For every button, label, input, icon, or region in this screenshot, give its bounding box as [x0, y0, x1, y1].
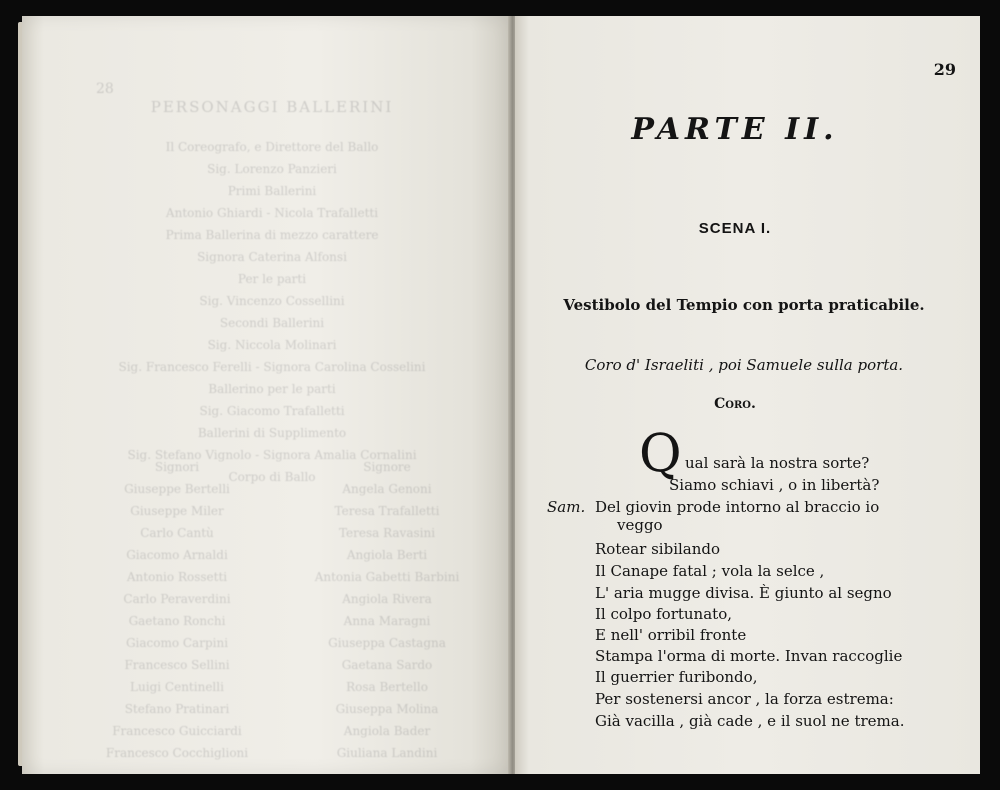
bleed-line: Francesco Guicciardi [112, 724, 242, 738]
scene-setting: Vestibolo del Tempio con porta praticabile. [563, 296, 925, 314]
bleed-line: Luigi Centinelli [130, 680, 224, 694]
right-page [515, 16, 980, 774]
bleed-line: Teresa Ravasini [338, 526, 436, 540]
scene-heading: SCENA I. [698, 220, 772, 237]
drop-cap: Q [639, 424, 682, 484]
verse-line: Già vacilla , già cade , e il suol ne trema. [595, 712, 905, 730]
bleed-line: Giacomo Arnaldi [126, 548, 228, 562]
bleed-line: Anna Maragni [343, 614, 431, 628]
verse-line: L' aria mugge divisa. È giunto al segno [595, 584, 892, 602]
bleed-line: Carlo Peraverdini [123, 592, 231, 606]
bleed-col-right [292, 456, 482, 764]
left-page [22, 16, 510, 774]
bleed-line: Il Coreografo, e Direttore del Ballo [165, 140, 379, 154]
bleed-line: Signore [363, 460, 411, 474]
bleed-page-number: 28 [96, 81, 114, 97]
bleed-line: Per le parti [237, 272, 307, 286]
bleed-line: Antonio Rossetti [126, 570, 228, 584]
bleed-line: Angiola Rivera [342, 592, 432, 606]
bleed-line: Giuseppe Bertelli [124, 482, 230, 496]
bleed-line: Prima Ballerina di mezzo carattere [165, 228, 379, 242]
bleed-line: Primi Ballerini [227, 184, 317, 198]
verse-line: Il guerrier furibondo, [595, 668, 758, 686]
bleed-line: Antonia Gabetti Barbini [314, 570, 460, 584]
bleed-line: Rosa Bertello [346, 680, 428, 694]
page-number: 29 [933, 60, 956, 79]
bleed-line: Sig. Francesco Ferelli - Signora Carolina Cosselini [118, 360, 426, 374]
bleed-line: Sig. Giacomo Trafalletti [199, 404, 345, 418]
bleed-line: Giacomo Carpini [125, 636, 229, 650]
open-book [22, 16, 980, 774]
verse-line: Rotear sibilando [595, 540, 721, 558]
bleed-line: Francesco Sellini [124, 658, 230, 672]
bleed-line: Francesco Cocchiglioni [105, 746, 249, 760]
verse-line: E nell' orribil fronte [595, 626, 747, 644]
bleed-line: Signora Caterina Alfonsi [197, 250, 347, 264]
scene-characters: Coro d' Israeliti , poi Samuele sulla porta. [584, 356, 904, 374]
verse-line: Stampa l'orma di morte. Invan raccoglie [595, 647, 903, 665]
bleed-line: Signori [154, 460, 200, 474]
bleed-line: Teresa Trafalletti [334, 504, 440, 518]
bleed-col-left [82, 456, 272, 764]
bleed-line: Gaetana Sardo [341, 658, 433, 672]
verse-line: Per sostenersi ancor , la forza estrema: [595, 690, 894, 708]
bleed-line: Angela Genoni [342, 482, 432, 496]
bleed-line: Ballerini di Supplimento [197, 426, 347, 440]
bleed-header: PERSONAGGI BALLERINI [150, 98, 394, 116]
bleed-line: Giuseppe Miler [130, 504, 224, 518]
verse-line: veggo [617, 516, 663, 534]
bleed-line: Sig. Stefano Vignolo - Signora Amalia Cornalini [127, 448, 417, 462]
bleed-line: Sig. Lorenzo Panzieri [207, 162, 337, 176]
bleed-line: Giuliana Landini [336, 746, 438, 760]
bleed-line: Antonio Ghiardi - Nicola Trafalletti [165, 206, 379, 220]
bleed-line: Giuseppa Castagna [328, 636, 446, 650]
bleed-line: Angiola Bader [343, 724, 431, 738]
verse-line: ual sarà la nostra sorte? [685, 454, 870, 472]
bleed-line: Ballerino per le parti [208, 382, 336, 396]
verse-line: Siamo schiavi , o in libertà? [669, 476, 880, 494]
bleed-line: Stefano Pratinari [124, 702, 230, 716]
verse-line: Il colpo fortunato, [595, 605, 732, 623]
bleed-line: Gaetano Ronchi [128, 614, 226, 628]
verse-line: Il Canape fatal ; vola la selce , [595, 562, 825, 580]
speaker-label: Sam. [547, 498, 586, 516]
verse-line: Del giovin prode intorno al braccio io [595, 498, 880, 516]
bleed-line: Secondi Ballerini [219, 316, 325, 330]
bleed-line: Giuseppa Molina [335, 702, 439, 716]
chorus-heading: Coro. [714, 396, 756, 412]
bleed-through-text [62, 66, 482, 760]
bleed-line: Corpo di Ballo [228, 470, 316, 484]
bleed-line: Sig. Niccola Molinari [207, 338, 337, 352]
bleed-line: Sig. Vincenzo Cossellini [199, 294, 345, 308]
part-title: PARTE II. [631, 112, 839, 147]
bleed-line: Carlo Cantù [140, 526, 214, 540]
bleed-line: Angiola Berti [346, 548, 428, 562]
bleed-lines [62, 136, 482, 488]
